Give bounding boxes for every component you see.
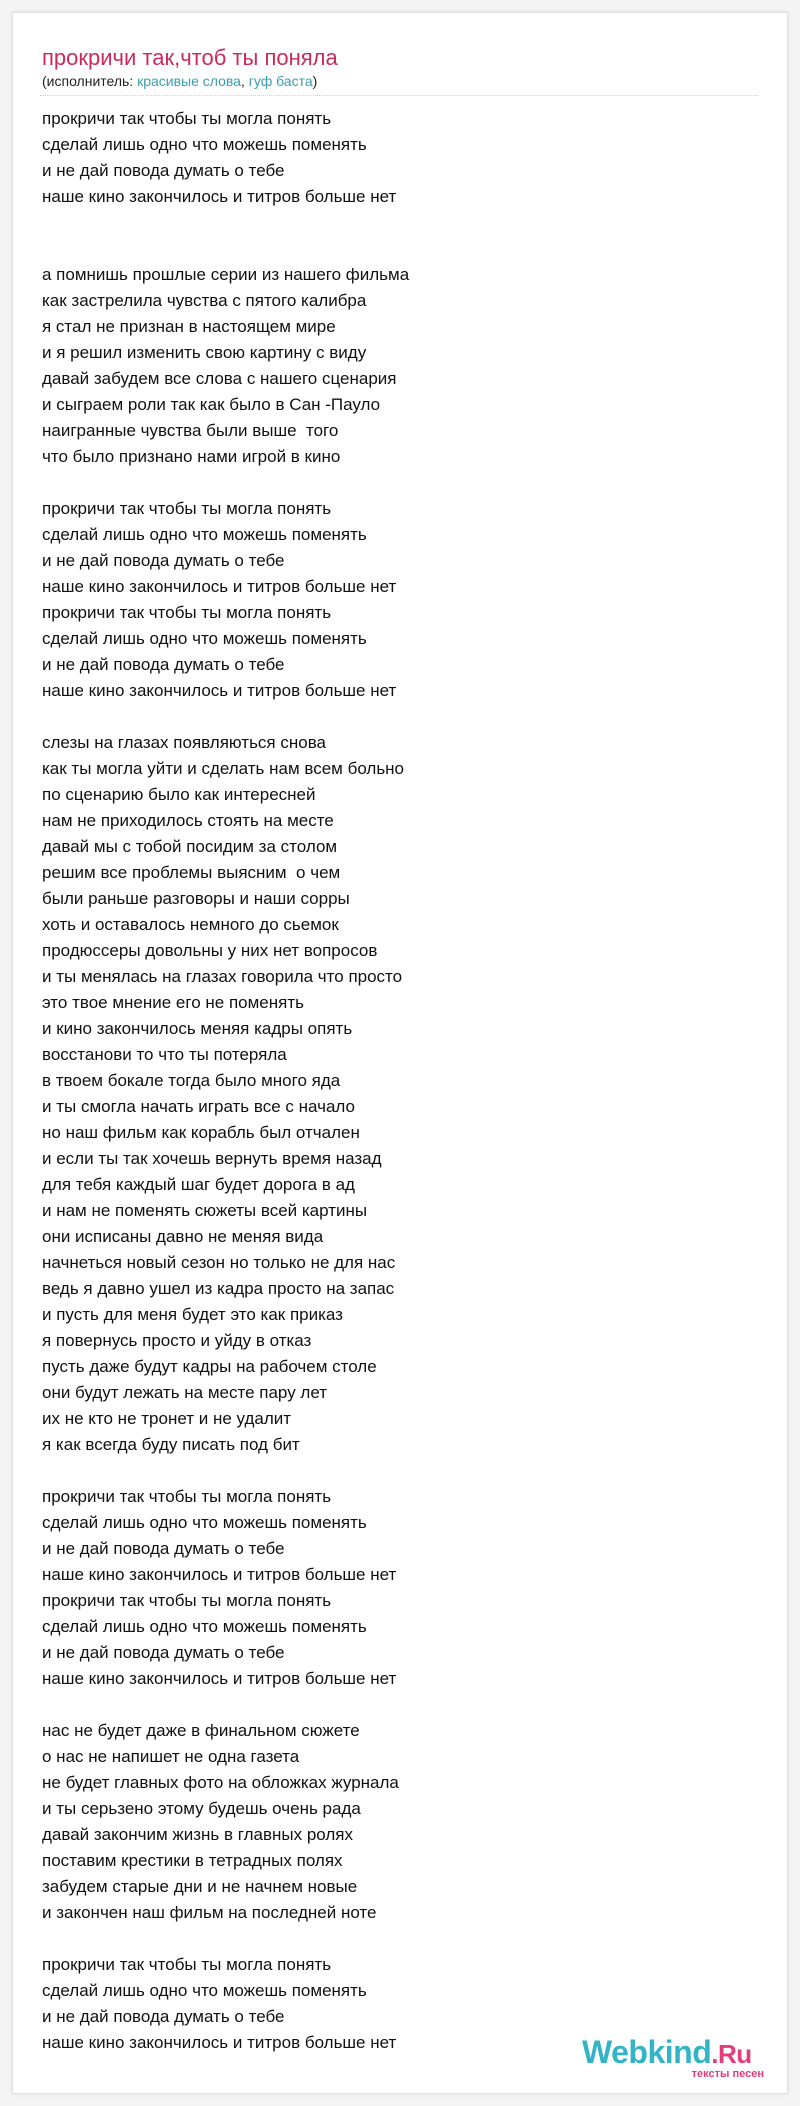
lyric-line: сделай лишь одно что можешь поменять (42, 525, 367, 544)
lyric-line: и кино закончилось меняя кадры опять (42, 1019, 353, 1038)
lyric-line: как ты могла уйти и сделать нам всем больно (42, 759, 405, 778)
lyric-line: и не дай повода думать о тебе (42, 1643, 285, 1662)
lyric-line: и не дай повода думать о тебе (42, 655, 285, 674)
lyric-line: и не дай повода думать о тебе (42, 2007, 285, 2026)
lyric-line: прокричи так чтобы ты могла понять (42, 1955, 332, 1974)
lyric-line: и закончен наш фильм на последней ноте (42, 1903, 377, 1922)
lyric-line: сделай лишь одно что можешь поменять (42, 135, 367, 154)
lyric-line: сделай лишь одно что можешь поменять (42, 1617, 367, 1636)
artist-line (42, 72, 317, 90)
lyric-line: решим все проблемы выясним о чем (42, 863, 341, 882)
lyric-line: нам не приходилось стоять на месте (42, 811, 334, 830)
lyric-line: и ты менялась на глазах говорила что просто (42, 967, 403, 986)
lyric-line: и нам не поменять сюжеты всей картины (42, 1201, 368, 1220)
lyric-line: не будет главных фото на обложках журнала (42, 1773, 399, 1792)
lyric-line: и я решил изменить свою картину с виду (42, 343, 367, 362)
lyric-line: как застрелила чувства с пятого калибра (42, 291, 367, 310)
webkind-logo[interactable] (582, 2034, 772, 2084)
lyric-line: и сыграем роли так как было в Сан -Пауло (42, 395, 381, 414)
lyric-line: это твое мнение его не поменять (42, 993, 304, 1012)
lyric-line: сделай лишь одно что можешь поменять (42, 629, 367, 648)
artist-prefix: (исполнитель: (42, 73, 138, 89)
lyric-line: давай закончим жизнь в главных ролях (42, 1825, 353, 1844)
lyric-line: и не дай повода думать о тебе (42, 161, 285, 180)
lyric-line: наше кино закончилось и титров больше нет (42, 681, 397, 700)
artist-link-guf-basta[interactable]: гуф баста (248, 73, 313, 89)
lyric-line: что было признано нами игрой в кино (42, 447, 341, 466)
lyric-line: нас не будет даже в финальном сюжете (42, 1721, 360, 1740)
lyric-line: и пусть для меня будет это как приказ (42, 1305, 343, 1324)
lyric-line: прокричи так чтобы ты могла понять (42, 1487, 332, 1506)
lyric-line: их не кто не тронет и не удалит (42, 1409, 292, 1428)
lyric-line: забудем старые дни и не начнем новые (42, 1877, 358, 1896)
lyric-line: восстанови то что ты потеряла (42, 1045, 287, 1064)
lyric-line: и если ты так хочешь вернуть время назад (42, 1149, 382, 1168)
lyric-line: но наш фильм как корабль был отчален (42, 1123, 360, 1142)
artist-link-krasivye-slova[interactable]: красивые слова (137, 73, 241, 89)
lyric-line: я как всегда буду писать под бит (42, 1435, 300, 1454)
lyric-line: наше кино закончилось и титров больше нет (42, 2033, 397, 2052)
header-divider (40, 95, 758, 96)
lyric-line: прокричи так чтобы ты могла понять (42, 1591, 332, 1610)
lyric-line: пусть даже будут кадры на рабочем столе (42, 1357, 377, 1376)
lyric-line: я повернусь просто и уйду в отказ (42, 1331, 312, 1350)
artist-suffix: ) (312, 73, 318, 89)
lyric-line (42, 236, 742, 262)
lyric-line: слезы на глазах появляються снова (42, 733, 327, 752)
lyric-line: наше кино закончилось и титров больше нет (42, 577, 397, 596)
lyric-line: продюссеры довольны у них нет вопросов (42, 941, 378, 960)
lyric-line: наигранные чувства были выше того (42, 421, 339, 440)
lyric-line: наше кино закончилось и титров больше нет (42, 187, 397, 206)
lyric-line: и ты серьзено этому будешь очень рада (42, 1799, 361, 1818)
lyric-line: были раньше разговоры и наши сорры (42, 889, 350, 908)
logo-tld: .Ru (711, 2039, 752, 2069)
logo-name: Webkind (582, 2034, 712, 2070)
lyric-line: в твоем бокале тогда было много яда (42, 1071, 341, 1090)
lyric-line: по сценарию было как интересней (42, 785, 316, 804)
lyric-line: ведь я давно ушел из кадра просто на запас (42, 1279, 395, 1298)
logo-wordmark (582, 2034, 752, 2072)
lyric-line: для тебя каждый шаг будет дорога в ад (42, 1175, 355, 1194)
lyrics-block (42, 106, 742, 2056)
lyric-line: я стал не признан в настоящем мире (42, 317, 336, 336)
lyric-line (42, 1458, 742, 1484)
lyric-line: давай мы с тобой посидим за столом (42, 837, 338, 856)
lyric-line (42, 210, 742, 236)
artist-separator: , (240, 73, 249, 89)
lyric-line: наше кино закончилось и титров больше нет (42, 1669, 397, 1688)
lyric-line: и не дай повода думать о тебе (42, 551, 285, 570)
lyric-line: прокричи так чтобы ты могла понять (42, 109, 332, 128)
lyric-line (42, 1692, 742, 1718)
lyric-line: они исписаны давно не меняя вида (42, 1227, 324, 1246)
lyric-line: и не дай повода думать о тебе (42, 1539, 285, 1558)
lyric-line: прокричи так чтобы ты могла понять (42, 603, 332, 622)
lyric-line: начнеться новый сезон но только не для нас (42, 1253, 396, 1272)
song-title: прокричи так,чтоб ты поняла (42, 45, 338, 70)
lyric-line (42, 1926, 742, 1952)
lyric-line: сделай лишь одно что можешь поменять (42, 1513, 367, 1532)
lyric-line: поставим крестики в тетрадных полях (42, 1851, 343, 1870)
lyric-line: наше кино закончилось и титров больше нет (42, 1565, 397, 1584)
lyric-line: сделай лишь одно что можешь поменять (42, 1981, 367, 2000)
lyric-line: и ты смогла начать играть все с начало (42, 1097, 355, 1116)
lyric-line: давай забудем все слова с нашего сценария (42, 369, 397, 388)
lyric-line (42, 470, 742, 496)
lyric-line (42, 704, 742, 730)
lyric-line: хоть и оставалось немного до сьемок (42, 915, 339, 934)
lyric-line: прокричи так чтобы ты могла понять (42, 499, 332, 518)
logo-tagline: тексты песен (691, 2068, 764, 2080)
lyric-line: а помнишь прошлые серии из нашего фильма (42, 265, 410, 284)
lyric-line: о нас не напишет не одна газета (42, 1747, 300, 1766)
lyric-line: они будут лежать на месте пару лет (42, 1383, 328, 1402)
